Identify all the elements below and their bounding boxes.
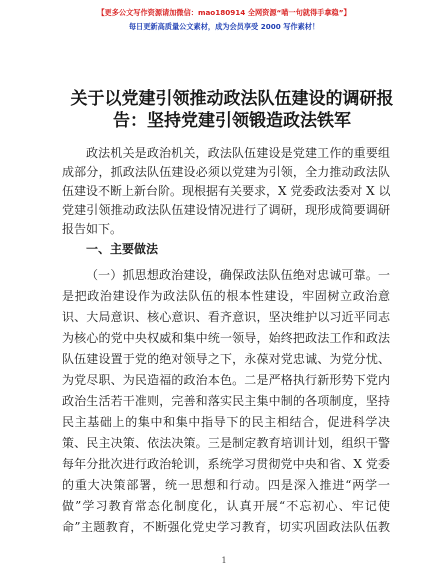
- body-line: 是把政治建设作为政法队伍的根本性建设，牢固树立政治意: [62, 289, 390, 303]
- intro-line: 党建引领推动政法队伍建设情况进行了调研，现形成简要调研: [62, 203, 390, 217]
- document-title-line-1: 关于以党建引领推动政法队伍建设的调研报: [70, 89, 394, 109]
- intro-line: 政法机关是政治机关，政法队伍建设是党建工作的重要组: [86, 146, 390, 160]
- promo-banner-line-2: 每日更新高质量公文素材，成为会员享受 2000 写作素材！: [128, 22, 320, 31]
- intro-line: 伍建设不断上新台阶。现根据有关要求，X 党委政法委对 X 以: [62, 184, 391, 198]
- document-title-line-2: 告：坚持党建引领锻造政法铁军: [113, 111, 351, 131]
- body-line: 做”学习教育常态化制度化，认真开展“不忘初心、牢记使: [62, 499, 390, 513]
- body-line: 每年分批次进行政治轮训，系统学习贯彻党中央和省、X 党委: [62, 457, 390, 471]
- section-heading-main-practices: 一、主要做法: [86, 242, 159, 256]
- body-line: 为核心的党中央权威和集中统一领导，始终把政法工作和政法: [62, 331, 390, 345]
- body-line: 命”主题教育，不断强化党史学习教育，切实巩固政法队伍教: [62, 520, 390, 534]
- intro-line: 报告如下。: [62, 222, 123, 236]
- body-line: 识、大局意识、核心意识、看齐意识，坚决维护以习近平同志: [62, 310, 390, 324]
- body-line: 民主基础上的集中和集中指导下的民主相结合，促进科学决: [62, 415, 390, 429]
- page-number: 1: [221, 556, 227, 565]
- body-line: 为党尽职、为民造福的政治本色。二是严格执行新形势下党内: [62, 373, 390, 387]
- body-line: 的重大决策部署，统一思想和行动。四是深入推进“两学一: [62, 478, 390, 492]
- body-line: （一）抓思想政治建设，确保政法队伍绝对忠诚可靠。一: [86, 268, 390, 282]
- intro-line: 成部分，抓政法队伍建设必须以党建为引领，全力推动政法队: [62, 165, 390, 179]
- body-line: 策、民主决策、依法决策。三是制定教育培训计划，组织干警: [62, 436, 390, 450]
- promo-banner-line-1: 【更多公文写作资源请加微信：mao180914 全网资源“喵一句就得手拿稳”】: [97, 8, 351, 17]
- body-line: 政治生活若干准则，完善和落实民主集中制的各项制度，坚持: [62, 394, 390, 408]
- body-line: 队伍建设置于党的绝对领导之下，永葆对党忠诚、为党分忧、: [62, 352, 390, 366]
